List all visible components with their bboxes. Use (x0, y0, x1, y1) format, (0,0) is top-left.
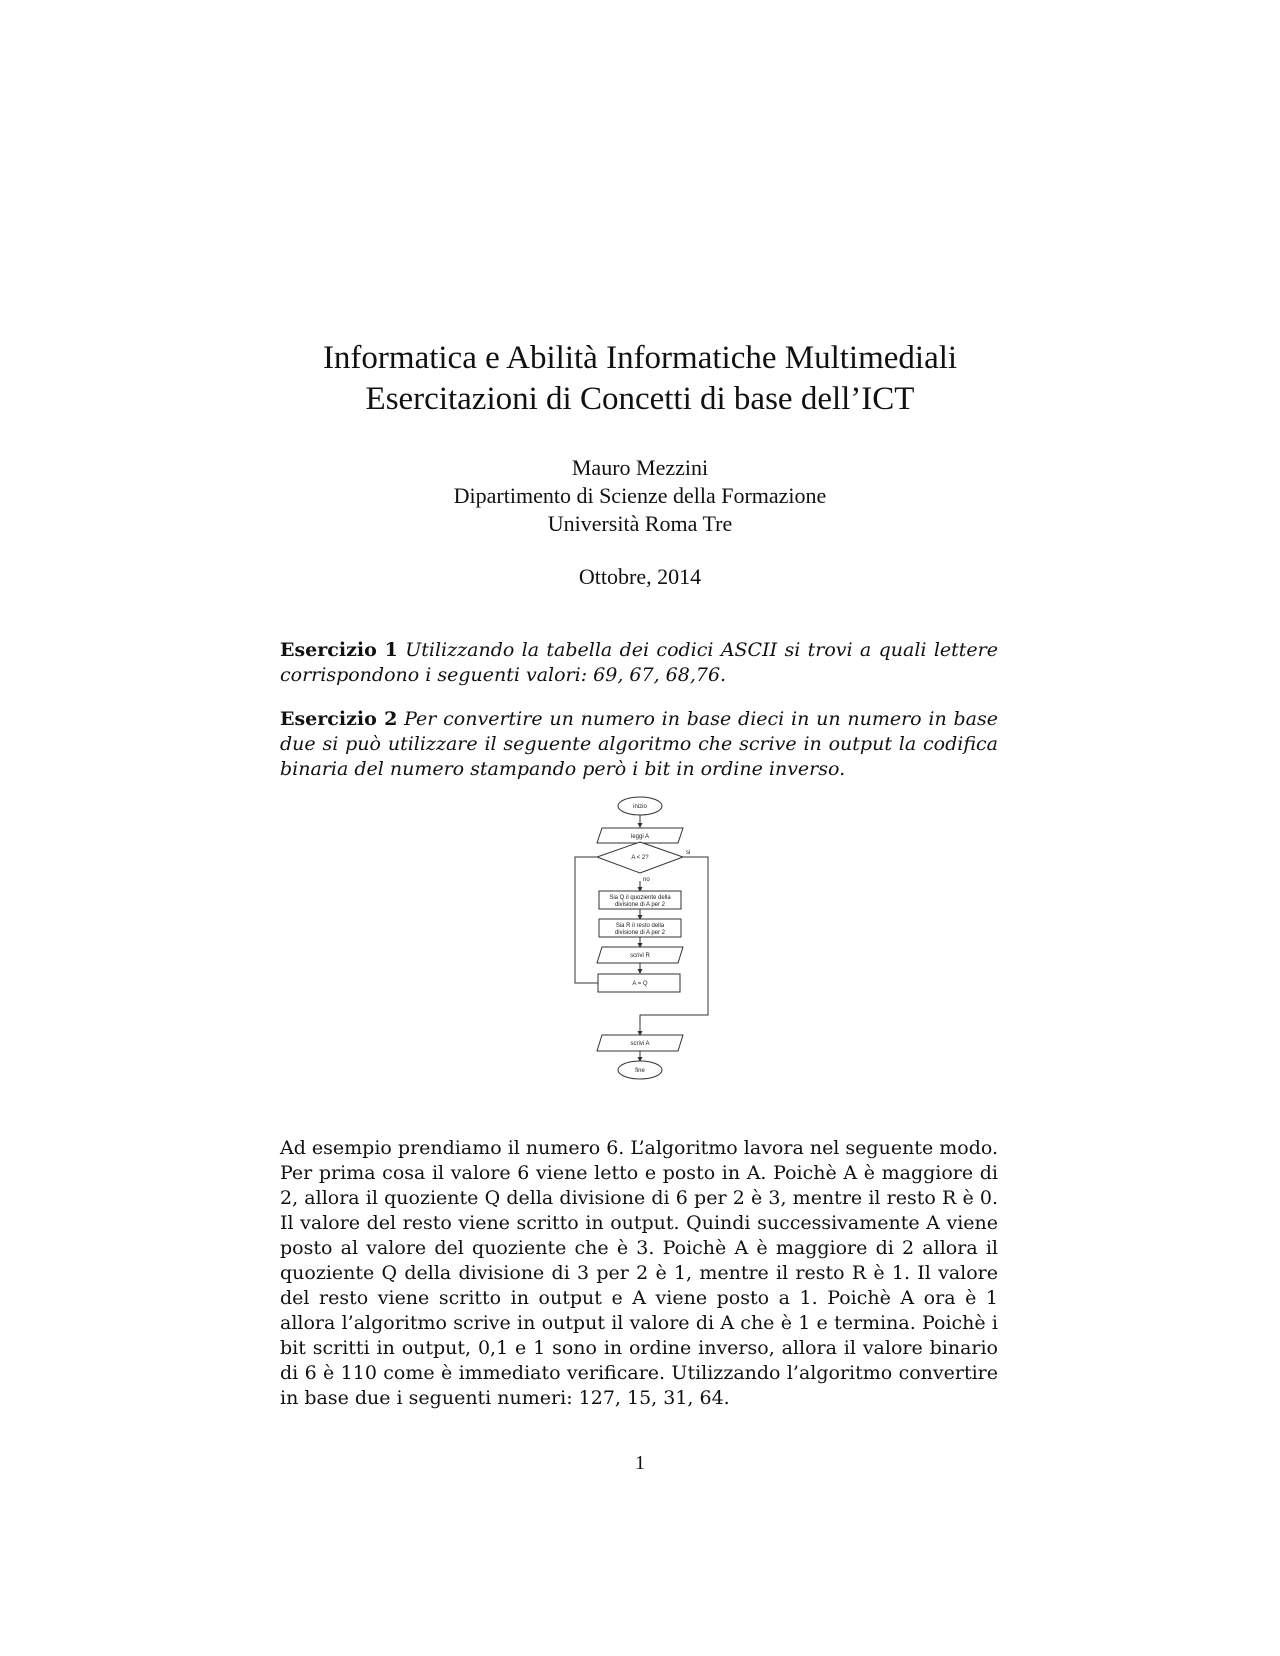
author-name: Mauro Mezzini (571, 455, 709, 480)
author-university: Università Roma Tre (547, 511, 733, 536)
title-line-2: Esercitazioni di Concetti di base dell’ICT (365, 381, 915, 417)
end-label: fine (635, 1068, 645, 1074)
read-label: leggi A (630, 834, 650, 840)
remainder-label-line-1: Sia R il resto della (615, 923, 665, 929)
exercise-2 (280, 707, 998, 782)
exercise-1-text: Utilizzando la tabella dei codici ASCII si trovi a quali lettere corrispondono i seguenti valori: 69, 67, 68,76. (280, 639, 998, 686)
exercise-1-label: Esercizio 1 (280, 639, 398, 661)
assign-label: A = Q (632, 981, 648, 987)
yes-branch-connector (640, 857, 708, 1035)
author-department: Dipartimento di Scienze della Formazione (453, 483, 827, 508)
start-label: inizio (633, 804, 647, 810)
exercise-2-text: Per convertire un numero in base dieci in un numero in base due si può utilizzare il seguente algoritmo che scrive in output la codifica binaria del numero stampando però i bit in ordine inverso. (280, 708, 998, 780)
exercise-1 (280, 638, 998, 688)
write-a-label: scrivi A (630, 1041, 650, 1047)
flowchart-diagram (555, 795, 725, 1115)
title-line-1: Informatica e Abilità Informatiche Multimediali (322, 340, 958, 376)
remainder-label-line-2: divisione di A per 2 (614, 930, 666, 936)
document-date: Ottobre, 2014 (578, 564, 702, 589)
page-number: 1 (635, 1452, 645, 1474)
author-block (0, 454, 1280, 538)
example-paragraph: Ad esempio prendiamo il numero 6. L’algoritmo lavora nel seguente modo. Per prima cosa il valore 6 viene letto e posto in A. Poichè A è maggiore di 2, allora il quoziente Q della divisione di 6 per 2 è 3, mentre il resto R è 0. Il valore del resto viene scritto in output. Quindi successivamente A viene posto al valore del quoziente che è 3. Poichè A è maggiore di 2 allora il quoziente Q della divisione di 3 per 2 è 1, mentre il resto R è 1. Il valore del resto viene scritto in output e A viene posto a 1. Poichè A ora è 1 allora l’algoritmo scrive in output il valore di A che è 1 e termina. Poichè i bit scritti in output, 0,1 e 1 sono in ordine inverso, allora il valore binario di 6 è 110 come è immediato verificare. Utilizzando l’algoritmo convertire in base due i seguenti numeri: 127, 15, 31, 64. (280, 1137, 998, 1409)
write-r-label: scrivi R (630, 953, 650, 959)
quotient-label-line-1: Sia Q il quoziente della (609, 895, 671, 901)
no-label: no (643, 877, 650, 883)
exercise-2-label: Esercizio 2 (280, 708, 398, 730)
yes-label: si (686, 850, 691, 856)
document-title (0, 338, 1280, 420)
condition-label: A < 2? (631, 855, 649, 861)
quotient-label-line-2: divisione di A per 2 (614, 902, 666, 908)
